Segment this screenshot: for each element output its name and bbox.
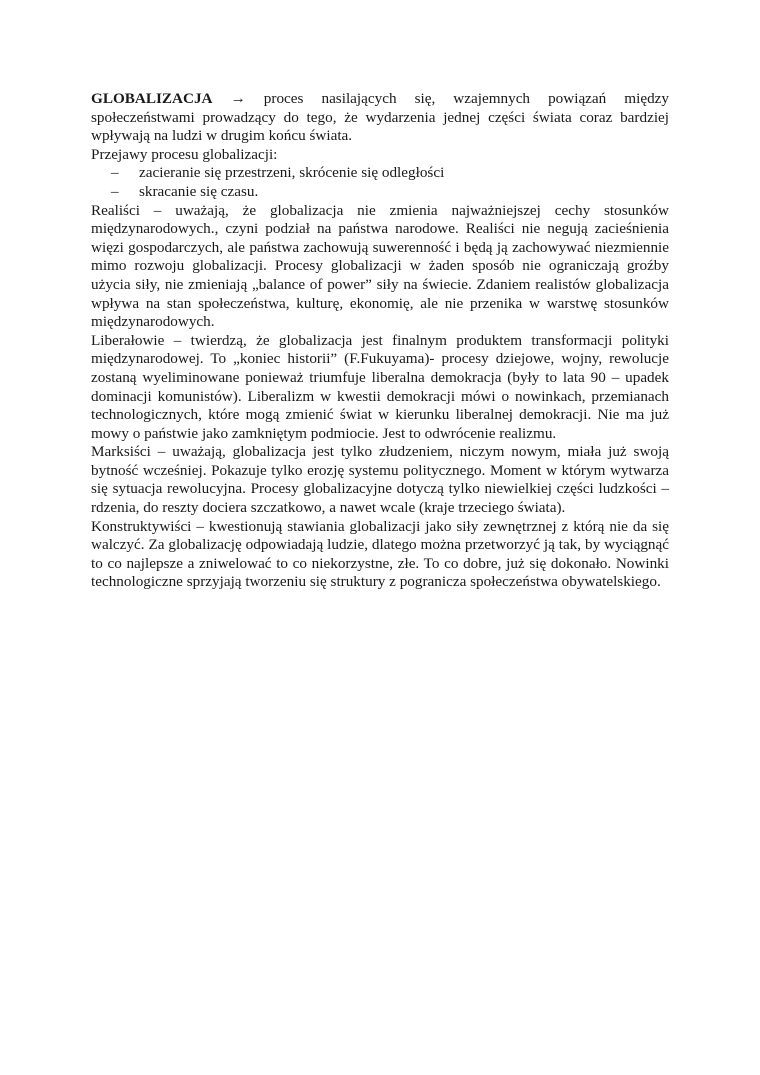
document-body — [91, 90, 669, 592]
marxists-paragraph: Marksiści – uważają, globalizacja jest tylko złudzeniem, niczym nowym, miała już swoją bytność wcześniej. Pokazuje tylko erozję systemu politycznego. Moment w którym wytwarza się sytuacja rewolucyjna. Procesy globalizacyjne dotyczą tylko niewielkiej części ludzkości – rdzenia, do reszty dociera szczatkowo, a nawet wcale (kraje trzeciego świata). — [91, 443, 669, 517]
realists-paragraph: Realiści – uważają, że globalizacja nie zmienia najważniejszej cechy stosunków międzynarodowych., czyni podział na państwa narodowe. Realiści nie negują zacieśnienia więzi gospodarczych, ale państwa zachowują suwerenność i będą ją zachowywać niezmiennie mimo rozwoju globalizacji. Procesy globalizacji w żaden sposób nie ograniczają groźby użycia siły, nie zmieniają „balance of power” siły na świecie. Zdaniem realistów globalizacja wpływa na stan społeczeństwa, kulturę, ekonomię, ale nie przenika w warstwę stosunków międzynarodowych. — [91, 201, 669, 331]
liberals-paragraph: Liberałowie – twierdzą, że globalizacja jest finalnym produktem transformacji polityki międzynarodowej. To „koniec historii” (F.Fukuyama)- procesy dziejowe, wojny, rewolucje zostaną wyeliminowane ponieważ triumfuje liberalna demokracja (były to lata 90 – upadek dominacji komunistów). Liberalizm w kwestii demokracji mówi o nowinkach, przemianach technologicznych, które mogą zmienić świat w kierunku liberalnej demokracji. Nie ma już mowy o państwie jako zamkniętym podmiocie. Jest to odwrócenie realizmu. — [91, 331, 669, 442]
constructivists-paragraph: Konstruktywiści – kwestionują stawiania globalizacji jako siły zewnętrznej z którą nie da się walczyć. Za globalizację odpowiadają ludzie, dlatego można przetworzyć ją tak, by wyciągnąć to co najlepsze a zniwelować to co niekorzystne, złe. To co dobre, już się dokonało. Nowinki technologiczne sprzyjają tworzeniu się struktury z pogranicza społeczeństwa obywatelskiego. — [91, 517, 669, 591]
list-item-text: skracanie się czasu. — [139, 182, 259, 200]
list-item — [91, 183, 669, 202]
intro-term: GLOBALIZACJA — [91, 90, 213, 107]
intro-paragraph — [91, 90, 669, 146]
symptoms-heading: Przejawy procesu globalizacji: — [91, 145, 278, 163]
list-item-text: zacieranie się przestrzeni, skrócenie się odległości — [139, 164, 445, 182]
symptoms-list — [91, 164, 669, 201]
dash-bullet: – — [111, 164, 119, 182]
dash-bullet: – — [111, 182, 119, 200]
list-item — [91, 164, 669, 183]
intro-definition: → proces nasilających się, wzajemnych powiązań między społeczeństwami prowadzący do tego, że wydarzenia jednej części świata coraz bardziej wpływają na ludzi w drugim końcu świata. — [91, 90, 669, 145]
